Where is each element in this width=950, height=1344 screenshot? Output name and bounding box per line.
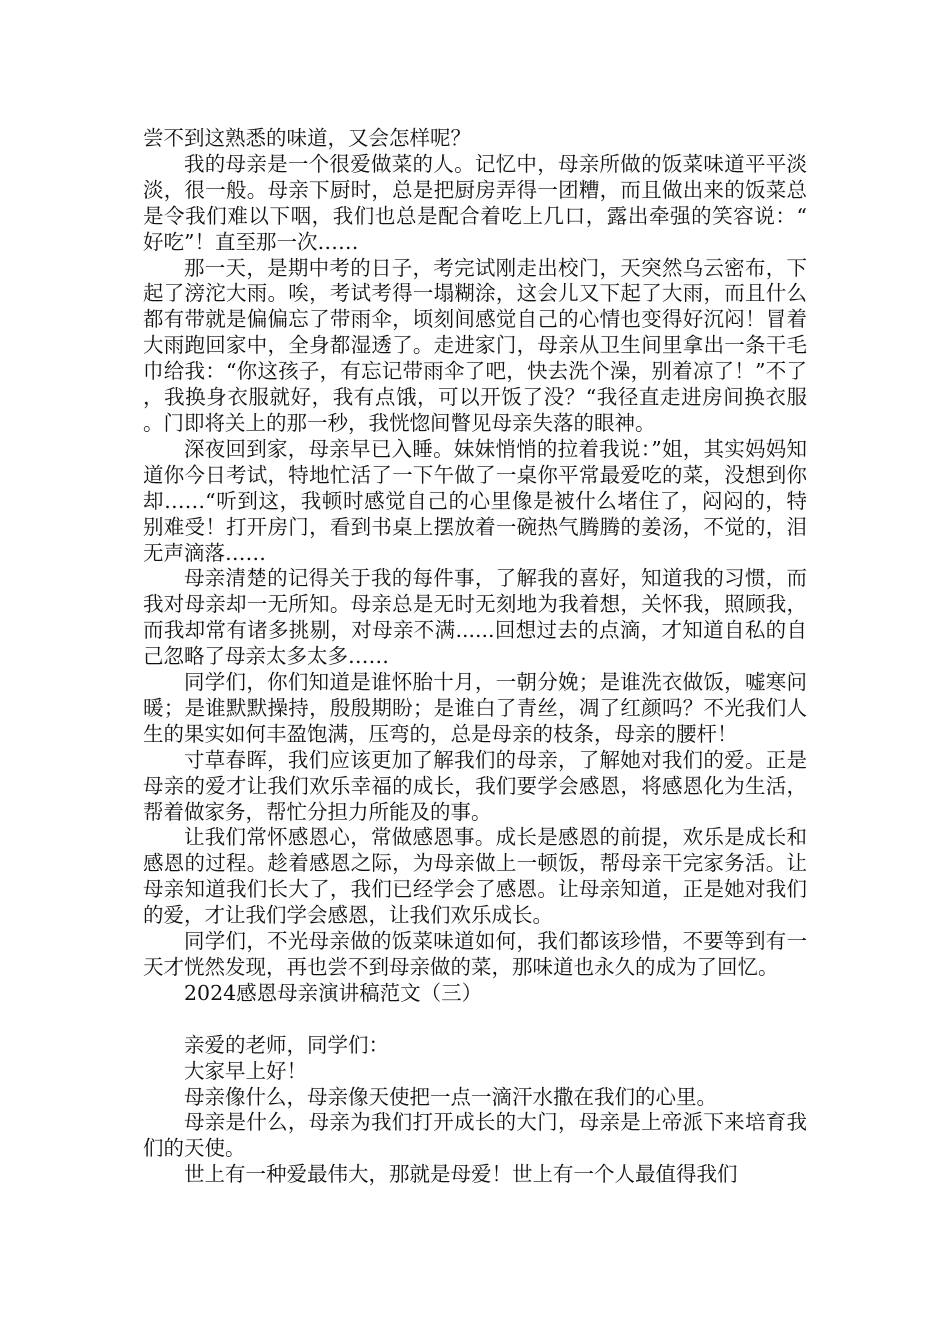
salutation: 亲爱的老师，同学们： <box>184 1032 389 1057</box>
blank-line <box>143 1007 807 1033</box>
section-heading: 2024感恩母亲演讲稿范文（三） <box>184 980 483 1005</box>
paragraph-4: 深夜回到家，母亲早已入睡。妹妹悄悄的拉着我说：”姐，其实妈妈知道你今日考试，特地忙活了一下午做了一桌你平常最爱吃的菜，没想到你却……“听到这，我顿时感觉自己的心里像是被什么堵住了，闷闷的，特别难受！打开房门，看到书桌上摆放着一碗热气腾腾的姜汤，不觉的，泪无声滴落…… <box>143 436 807 565</box>
paragraph-6: 同学们，你们知道是谁怀胎十月，一朝分娩；是谁洗衣做饭，嘘寒问暖；是谁默默操持，殷殷期盼；是谁白了青丝，凋了红颜吗？不光我们人生的果实如何丰盈饱满，压弯的，总是母亲的枝条，母亲的腰杆！ <box>143 670 807 746</box>
paragraph-9: 同学们，不光母亲做的饭菜味道如何，我们都该珍惜，不要等到有一天才恍然发现，再也尝不到母亲做的菜，那味道也永久的成为了回忆。 <box>143 929 807 979</box>
paragraph-12: 世上有一种爱最伟大，那就是母爱！世上有一个人最值得我们 <box>184 1162 738 1187</box>
paragraph-5: 母亲清楚的记得关于我的每件事，了解我的喜好，知道我的习惯，而我对母亲却一无所知。母亲总是无时无刻地为我着想，关怀我，照顾我，而我却常有诸多挑剔，对母亲不满......回想过去的点滴，才知道自私的自己忽略了母亲太多太多…… <box>143 566 807 669</box>
greeting: 大家早上好！ <box>184 1058 307 1083</box>
document-page <box>143 126 807 1188</box>
paragraph-3: 那一天，是期中考的日子，考完试刚走出校门，天突然乌云密布，下起了滂沱大雨。唉，考试考得一塌糊涂，这会儿又下起了大雨，而且什么都有带就是偏偏忘了带雨伞，顷刻间感觉自己的心情也变得好沉闷！冒着大雨跑回家中，全身都湿透了。走进家门，母亲从卫生间里拿出一条干毛巾给我：“你这孩子，有忘记带雨伞了吧，快去洗个澡，别着凉了！”不了，我换身衣服就好，我有点饿，可以开饭了没？“我径直走进房间换衣服。门即将关上的那一秒，我恍惚间瞥见母亲失落的眼神。 <box>143 255 807 435</box>
paragraph-2: 我的母亲是一个很爱做菜的人。记忆中，母亲所做的饭菜味道平平淡淡，很一般。母亲下厨时，总是把厨房弄得一团糟，而且做出来的饭菜总是令我们难以下咽，我们也总是配合着吃上几口，露出牵强的笑容说：“好吃”！直至那一次…… <box>143 151 807 254</box>
paragraph-11: 母亲是什么，母亲为我们打开成长的大门，母亲是上帝派下来培育我们的天使。 <box>143 1110 807 1161</box>
paragraph-1: 尝不到这熟悉的味道，又会怎样呢？ <box>143 126 471 150</box>
paragraph-8: 让我们常怀感恩心，常做感恩事。成长是感恩的前提，欢乐是成长和感恩的过程。趁着感恩之际，为母亲做上一顿饭，帮母亲干完家务活。让母亲知道我们长大了，我们已经学会了感恩。让母亲知道，正是她对我们的爱，才让我们学会感恩，让我们欢乐成长。 <box>143 825 807 928</box>
paragraph-10: 母亲像什么，母亲像天使把一点一滴汗水撒在我们的心里。 <box>184 1084 717 1109</box>
paragraph-7: 寸草春晖，我们应该更加了解我们的母亲，了解她对我们的爱。正是母亲的爱才让我们欢乐幸福的成长，我们要学会感恩，将感恩化为生活，帮着做家务，帮忙分担力所能及的事。 <box>143 747 807 824</box>
